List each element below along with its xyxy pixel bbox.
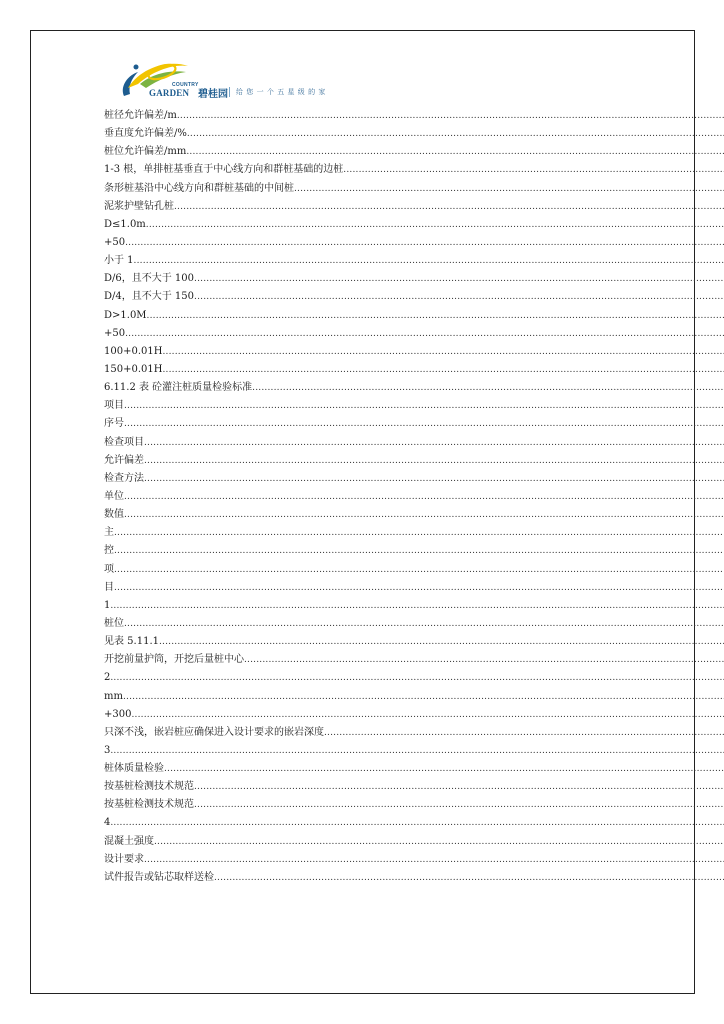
toc-line-text: 项 [104, 563, 114, 575]
dot-leader [124, 488, 724, 506]
toc-line [104, 814, 724, 832]
toc-line-text: +50 [104, 327, 126, 339]
toc-line-text: 项目 [104, 400, 124, 412]
toc-line [104, 180, 724, 198]
logo-garden-text: GARDEN [149, 88, 190, 98]
dot-leader [147, 307, 724, 325]
toc-line [104, 542, 724, 560]
toc-line [104, 724, 724, 742]
toc-line [104, 669, 724, 687]
toc-line [104, 760, 724, 778]
dot-leader [244, 651, 724, 669]
dot-leader [134, 252, 724, 270]
toc-line [104, 415, 724, 433]
dot-leader [194, 796, 724, 814]
toc-line-text: D≤1.0m [104, 218, 146, 230]
toc-line-text: 检查方法 [104, 472, 144, 484]
toc-line-text: D/6，且不大于 100 [104, 273, 195, 285]
dot-leader [194, 288, 724, 306]
toc-line-text: 开挖前量护筒，开挖后量桩中心 [104, 654, 244, 666]
toc-line [104, 524, 724, 542]
toc-line [104, 688, 724, 706]
toc-line-text: 按基桩检测技术规范 [104, 799, 194, 811]
dot-leader [110, 669, 724, 687]
dot-leader [131, 706, 724, 724]
toc-line-text: D>1.0M [104, 309, 147, 321]
toc-line [104, 216, 724, 234]
toc-line-text: 150+0.01H [104, 363, 163, 375]
toc-line-text: 100+0.01H [104, 345, 163, 357]
dot-leader [114, 542, 724, 560]
toc-line [104, 379, 724, 397]
toc-line-text: 数值 [104, 509, 124, 521]
dot-leader [144, 434, 724, 452]
dot-leader [164, 760, 724, 778]
dot-leader [125, 234, 724, 252]
toc-line-text: 2 [104, 672, 111, 684]
toc-line-text: 桩位 [104, 617, 124, 629]
dot-leader [114, 561, 724, 579]
dot-leader [144, 452, 724, 470]
toc-line [104, 452, 724, 470]
dot-leader [186, 143, 724, 161]
dot-leader [294, 180, 724, 198]
toc-line-text: 条形桩基沿中心线方向和群桩基础的中间桩 [104, 182, 294, 194]
toc-line [104, 288, 724, 306]
toc-line-text: 1 [104, 599, 111, 611]
toc-line-text: 允许偏差 [104, 454, 144, 466]
toc-line [104, 615, 724, 633]
toc-line [104, 470, 724, 488]
toc-line [104, 434, 724, 452]
toc-line-text: 单位 [104, 490, 124, 502]
toc-line-text: 垂直度允许偏差/% [104, 128, 187, 140]
toc-line [104, 706, 724, 724]
toc-line [104, 198, 724, 216]
toc-line-text: +300 [104, 708, 132, 720]
toc-line [104, 796, 724, 814]
toc-line-text: 泥浆护壁钻孔桩 [104, 200, 174, 212]
toc-line-text: 3 [104, 744, 111, 756]
dot-leader [110, 742, 724, 760]
dot-leader [114, 524, 724, 542]
company-header [118, 58, 418, 102]
dot-leader [110, 814, 724, 832]
toc-line [104, 633, 724, 651]
logo-chinese-name: 碧桂园 [198, 89, 228, 100]
toc-line-text: D/4，且不大于 150 [104, 291, 195, 303]
dot-leader [144, 851, 724, 869]
toc-line [104, 651, 724, 669]
toc-line-text: 主 [104, 527, 114, 539]
toc-line-text: 桩体质量检验 [104, 763, 164, 775]
dot-leader [144, 470, 724, 488]
toc-line-text: 设计要求 [104, 853, 144, 865]
toc-line [104, 833, 724, 851]
dot-leader [124, 415, 724, 433]
toc-line [104, 506, 724, 524]
dot-leader [110, 597, 724, 615]
dot-leader [124, 615, 724, 633]
dot-leader [194, 270, 724, 288]
dot-leader [124, 506, 724, 524]
toc-line [104, 161, 724, 179]
dot-leader [343, 161, 724, 179]
toc-line [104, 561, 724, 579]
toc-line-text: 见表 5.11.1 [104, 636, 159, 648]
toc-line [104, 325, 724, 343]
dot-leader [125, 325, 724, 343]
dot-leader [159, 633, 724, 651]
toc-line [104, 307, 724, 325]
toc-line [104, 107, 724, 125]
toc-line-text: +50 [104, 236, 126, 248]
toc-line [104, 270, 724, 288]
toc-line-text: 只深不浅，嵌岩桩应确保进入设计要求的嵌岩深度 [104, 726, 324, 738]
toc-line-text: 桩位允许偏差/mm [104, 146, 187, 158]
toc-line-text: mm [104, 690, 123, 702]
toc-line [104, 579, 724, 597]
toc-line [104, 597, 724, 615]
company-slogan: 给您一个五星级的家 [236, 88, 329, 96]
toc-line-text: 控 [104, 545, 114, 557]
logo-country-text: COUNTRY [172, 82, 199, 88]
toc-line [104, 143, 724, 161]
toc-line-text: 桩径允许偏差/m [104, 110, 177, 121]
dot-leader [324, 724, 724, 742]
toc-line [104, 778, 724, 796]
dot-leader [187, 125, 724, 143]
toc-line [104, 125, 724, 143]
dot-leader [162, 361, 724, 379]
dot-leader [177, 107, 724, 125]
toc-line-text: 试件报告或钻芯取样送检 [104, 871, 214, 883]
dot-leader [124, 397, 724, 415]
dot-leader [174, 198, 724, 216]
toc-line [104, 343, 724, 361]
dot-leader [194, 778, 724, 796]
toc-line [104, 742, 724, 760]
toc-line [104, 234, 724, 252]
toc-line-text: 检查项目 [104, 436, 144, 448]
toc-line [104, 869, 724, 887]
toc-line [104, 252, 724, 270]
dot-leader [154, 833, 724, 851]
dot-leader [146, 216, 724, 234]
toc-line [104, 488, 724, 506]
toc-line-text: 序号 [104, 418, 124, 430]
toc-lines [104, 107, 724, 887]
dot-leader [162, 343, 724, 361]
toc-line-text: 小于 1 [104, 255, 134, 267]
toc-line-text: 6.11.2 表 砼灌注桩质量检验标准 [104, 382, 253, 394]
toc-line [104, 361, 724, 379]
toc-line-text: 1-3 根，单排桩基垂直于中心线方向和群桩基础的边桩 [104, 164, 344, 176]
toc-line-text: 混凝土强度 [104, 835, 154, 847]
toc-line-text: 按基桩检测技术规范 [104, 781, 194, 793]
toc-line-text: 目 [104, 581, 114, 593]
logo-divider [229, 87, 230, 97]
toc-line [104, 851, 724, 869]
dot-leader [252, 379, 724, 397]
toc-line-text: 4 [104, 817, 111, 829]
dot-leader [114, 579, 724, 597]
dot-leader [123, 688, 724, 706]
toc-line [104, 397, 724, 415]
dot-leader [214, 869, 724, 887]
